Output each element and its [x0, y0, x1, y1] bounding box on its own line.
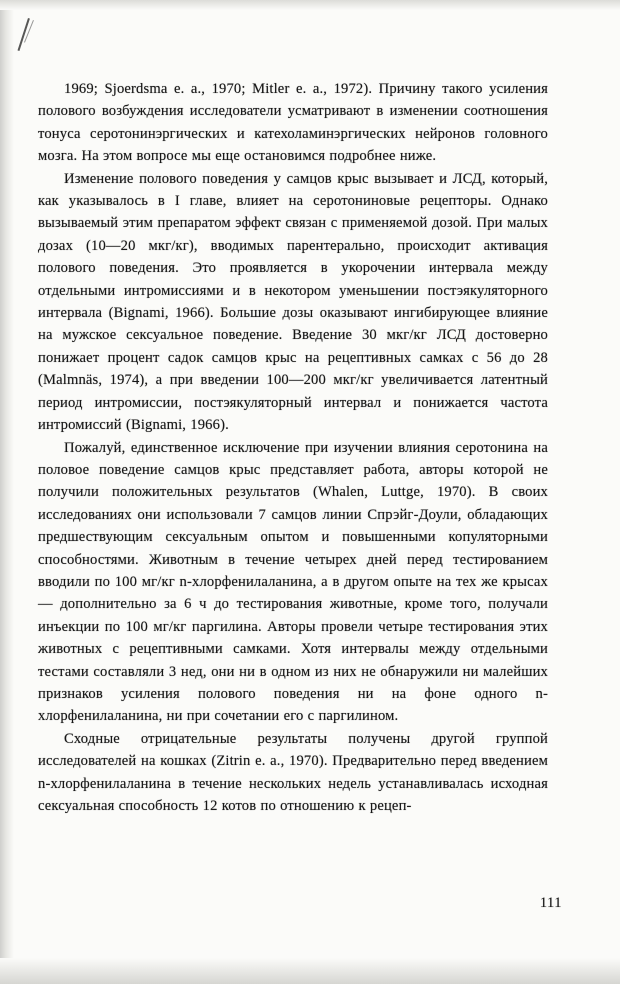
- paragraph: Изменение полового поведения у самцов крыс вызывает и ЛСД, который, как указывалось в I главе, влияет на серотониновые рецепторы. Однако вызываемый этим препаратом эффект связан с применяемой дозой. При малых дозах (10—20 мкг/кг), вводимых парентерально, происходит активация полового поведения. Это проявляется в укорочении интервала между отдельными интромиссиями и в некотором уменьшении постэякуляторного интервала (Bignami, 1966). Большие дозы оказывают ингибирующее влияние на мужское сексуальное поведение. Введение 30 мкг/кг ЛСД достоверно понижает процент садок самцов крыс на рецептивных самках с 56 до 28 (Malmnäs, 1974), а при введении 100—200 мкг/кг увеличивается латентный период интромиссии, постэякуляторный интервал и понижается частота интромиссий (Bignami, 1966).: [38, 170, 548, 434]
- page-bottom-edge-shadow: [0, 958, 620, 984]
- corner-pen-mark: [28, 18, 56, 60]
- page-number: 111: [539, 895, 562, 911]
- page-left-edge-shadow: [0, 0, 14, 984]
- paragraph: 1969; Sjoerdsma e. a., 1970; Mitler e. a., 1972). Причину такого усиления полового возбуждения исследователи усматривают в изменении соотношения тонуса серотонинэргических и катехоламинэргических нейронов головного мозга. На этом вопросе мы еще остановимся подробнее ниже.: [38, 81, 548, 165]
- paragraph: Пожалуй, единственное исключение при изучении влияния серотонина на половое поведение самцов крыс представляет работа, авторы которой не получили положительных результатов (Whalen, Luttge, 1970). В своих исследованиях они использовали 7 самцов линии Спрэйг-Доули, обладающих предшествующим сексуальным опытом и повышенными копуляторными способностями. Животным в течение четырех дней перед тестированием вводили по 100 мг/кг n-хлорфенилаланина, а в другом опыте на тех же крысах — дополнительно за 6 ч до тестирования животные, кроме того, получали инъекции по 100 мг/кг паргилина. Авторы провели четыре тестирования этих животных с рецептивными самками. Хотя интервалы между отдельными тестами составляли 3 нед, они ни в одном из них не обнаружили ни малейших признаков усиления полового поведения ни на фоне одного n-хлорфенилаланина, ни при сочетании его с паргилином.: [38, 439, 548, 725]
- page-top-edge-shadow: [0, 0, 620, 10]
- body-text-column: [38, 78, 548, 817]
- paragraph: Сходные отрицательные результаты получены другой группой исследователей на кошках (Zitrin e. a., 1970). Предварительно перед введением n-хлорфенилаланина в течение нескольких недель устанавливалась исходная сексуальная способность 12 котов по отношению к рецеп-: [38, 730, 548, 814]
